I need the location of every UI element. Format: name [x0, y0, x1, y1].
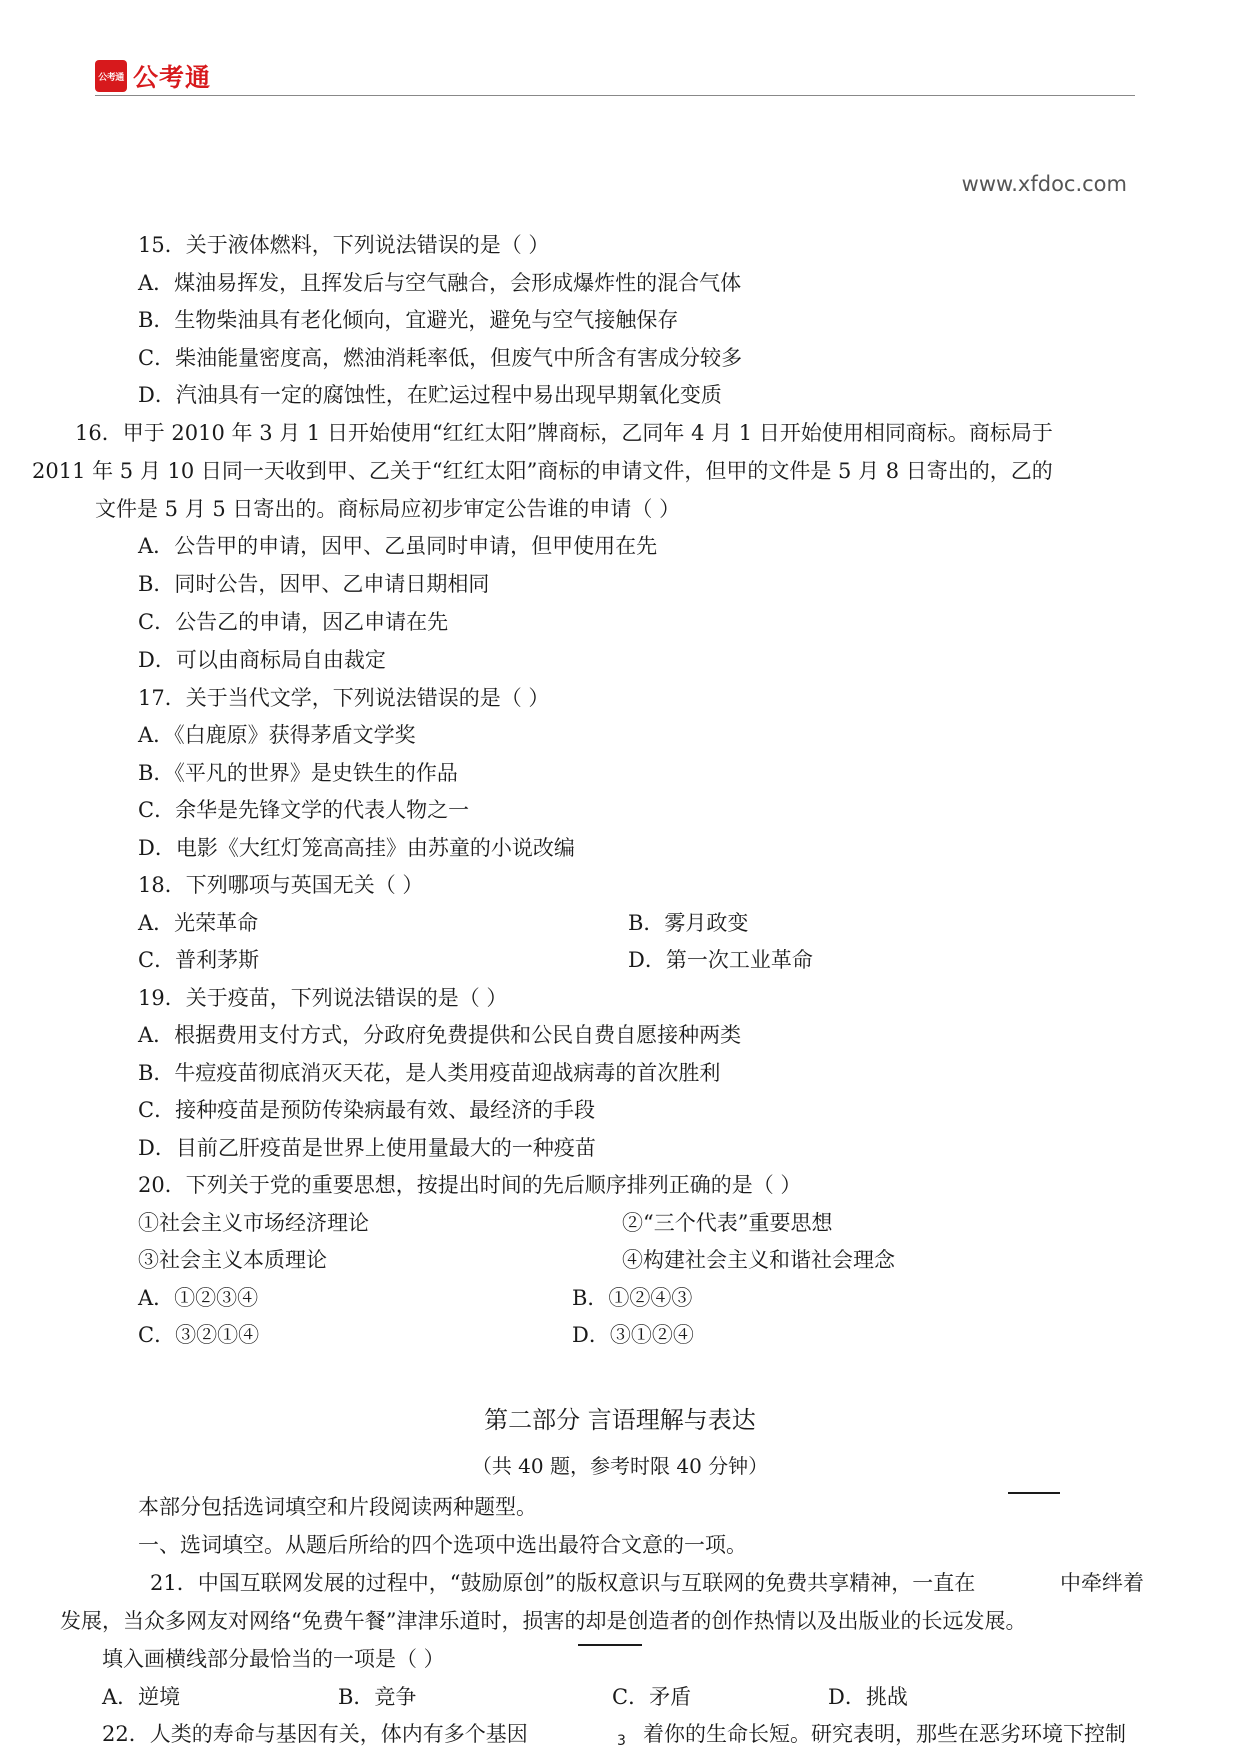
section-part-1-instruction: 一、选词填空。从题后所给的四个选项中选出最符合文意的一项。 [138, 1533, 747, 1557]
q21-option-b: B．竞争 [338, 1685, 417, 1709]
q18-option-a: A．光荣革命 [138, 911, 259, 935]
q16-option-d: D．可以由商标局自由裁定 [138, 648, 386, 672]
q18-option-d: D．第一次工业革命 [628, 948, 813, 972]
question-18-stem: 18．下列哪项与英国无关（ ） [138, 873, 424, 897]
question-19-stem: 19．关于疫苗，下列说法错误的是（ ） [138, 986, 508, 1010]
q16-option-a: A．公告甲的申请，因甲、乙虽同时申请，但甲使用在先 [138, 534, 658, 558]
site-url: www.xfdoc.com [961, 172, 1127, 196]
decorative-rule [1008, 1492, 1060, 1494]
question-16-stem-line-3: 文件是 5 月 5 日寄出的。商标局应初步审定公告谁的申请（ ） [95, 497, 681, 521]
q21-option-c: C．矛盾 [612, 1685, 692, 1709]
q17-option-b: B．《平凡的世界》是史铁生的作品 [138, 761, 458, 785]
question-21-line-1b: 中牵绊着 [1060, 1571, 1144, 1595]
q15-option-b: B．生物柴油具有老化倾向，宜避光，避免与空气接触保存 [138, 308, 679, 332]
section-subtitle: （共 40 题，参考时限 40 分钟） [471, 1454, 769, 1478]
question-17-stem: 17．关于当代文学，下列说法错误的是（ ） [138, 686, 550, 710]
q20-option-b: B．①②④③ [572, 1286, 693, 1310]
q17-option-c: C．余华是先锋文学的代表人物之一 [138, 798, 470, 822]
q20-item-2: ②“三个代表”重要思想 [622, 1211, 833, 1235]
q16-option-b: B．同时公告，因甲、乙申请日期相同 [138, 572, 490, 596]
q18-option-c: C．普利茅斯 [138, 948, 260, 972]
q21-option-a: A．逆境 [102, 1685, 181, 1709]
q19-option-d: D．目前乙肝疫苗是世界上使用量最大的一种疫苗 [138, 1136, 596, 1160]
q20-item-1: ①社会主义市场经济理论 [138, 1211, 369, 1235]
question-21-line-1a: 21．中国互联网发展的过程中，“鼓励原创”的版权意识与互联网的免费共享精神，一直在 [150, 1571, 976, 1595]
q17-option-a: A．《白鹿原》获得茅盾文学奖 [138, 723, 416, 747]
question-16-stem-line-1: 16．甲于 2010 年 3 月 1 日开始使用“红红太阳”牌商标，乙同年 4 月 1 日开始使用相同商标。商标局于 [75, 421, 1053, 445]
q15-option-c: C．柴油能量密度高，燃油消耗率低，但废气中所含有害成分较多 [138, 346, 743, 370]
q19-option-a: A．根据费用支付方式，分政府免费提供和公民自费自愿接种两类 [138, 1023, 742, 1047]
page-number: 3 [617, 1733, 626, 1749]
q19-option-c: C．接种疫苗是预防传染病最有效、最经济的手段 [138, 1098, 596, 1122]
q18-option-b: B．雾月政变 [628, 911, 749, 935]
q16-option-c: C．公告乙的申请，因乙申请在先 [138, 610, 449, 634]
q20-option-c: C．③②①④ [138, 1323, 260, 1347]
logo-text: 公考通 [133, 63, 212, 92]
q20-option-d: D．③①②④ [572, 1323, 694, 1347]
q15-option-a: A．煤油易挥发，且挥发后与空气融合，会形成爆炸性的混合气体 [138, 271, 742, 295]
header-divider [95, 95, 1135, 96]
section-title: 第二部分 言语理解与表达 [484, 1406, 756, 1434]
question-21-line-2: 发展，当众多网友对网络“免费午餐”津津乐道时，损害的却是创造者的创作热情以及出版业的长远发展。 [60, 1609, 1027, 1633]
question-21-prompt: 填入画横线部分最恰当的一项是（ ） [102, 1647, 445, 1671]
question-22-line-a: 22．人类的寿命与基因有关，体内有多个基因 [102, 1722, 528, 1746]
question-16-stem-line-2: 2011 年 5 月 10 日同一天收到甲、乙关于“红红太阳”商标的申请文件，但甲的文件是 5 月 8 日寄出的，乙的 [32, 459, 1053, 483]
q20-item-4: ④构建社会主义和谐社会理念 [622, 1248, 895, 1272]
q17-option-d: D．电影《大红灯笼高高挂》由苏童的小说改编 [138, 836, 575, 860]
q20-item-3: ③社会主义本质理论 [138, 1248, 327, 1272]
q19-option-b: B．牛痘疫苗彻底消灭天花，是人类用疫苗迎战病毒的首次胜利 [138, 1061, 721, 1085]
logo-badge: 公考通 [95, 60, 127, 92]
q20-option-a: A．①②③④ [138, 1286, 259, 1310]
question-22-line-b: 着你的生命长短。研究表明，那些在恶劣环境下控制 [643, 1722, 1126, 1746]
q21-option-d: D．挑战 [828, 1685, 908, 1709]
question-15-stem: 15．关于液体燃料，下列说法错误的是（ ） [138, 233, 550, 257]
q15-option-d: D．汽油具有一定的腐蚀性，在贮运过程中易出现早期氧化变质 [138, 383, 722, 407]
blank-underline [578, 1644, 642, 1646]
question-20-stem: 20．下列关于党的重要思想，按提出时间的先后顺序排列正确的是（ ） [138, 1173, 802, 1197]
brand-logo [95, 58, 211, 94]
section-intro: 本部分包括选词填空和片段阅读两种题型。 [138, 1495, 537, 1519]
